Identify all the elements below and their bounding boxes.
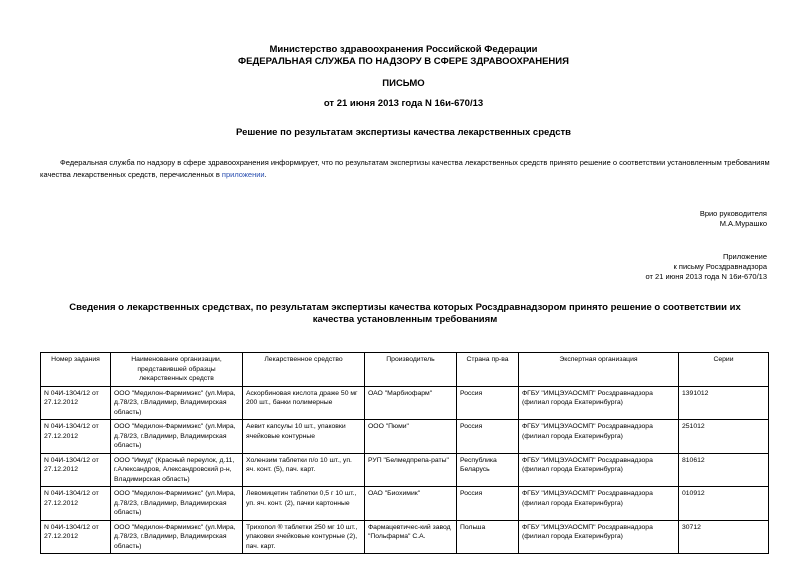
document-date-number: от 21 июня 2013 года N 16и-670/13 <box>323 98 484 109</box>
column-header: Производитель <box>365 353 457 387</box>
signature-position: Врио руководителя <box>699 209 767 218</box>
body-paragraph <box>40 157 770 181</box>
table-row <box>41 453 769 487</box>
body-text: Федеральная служба по надзору в сфере здравоохранения информирует, что по результатам экспертизы качества лекарственных средств принято решение о соответствии установленным требованиям качества лекарственных средств, перечисленных в <box>40 158 770 179</box>
table-row <box>41 420 769 454</box>
table-cell: ФГБУ "ИМЦЭУАОСМП" Росздравнадзора (филиал города Екатеринбурга) <box>519 453 679 487</box>
table-cell: ООО "Пюми" <box>365 420 457 454</box>
service-name: ФЕДЕРАЛЬНАЯ СЛУЖБА ПО НАДЗОРУ В СФЕРЕ ЗДРАВООХРАНЕНИЯ <box>238 56 569 67</box>
column-header: Номер задания <box>41 353 111 387</box>
table-cell: Польша <box>457 520 519 554</box>
table-cell: Россия <box>457 386 519 420</box>
table-cell: N 04И-1304/12 от 27.12.2012 <box>41 420 111 454</box>
document-subject: Решение по результатам экспертизы качества лекарственных средств <box>236 127 571 138</box>
table-cell: Фармацевтичес-кий завод "Польфарма" С.А. <box>365 520 457 554</box>
table-cell: ООО "Имуд" (Красный переулок, д.11, г.Александров, Александровский р-н, Владимирская область) <box>111 453 243 487</box>
table-cell: ОАО "Марбиофарм" <box>365 386 457 420</box>
table-cell: 30712 <box>679 520 769 554</box>
attachment-link[interactable]: приложении <box>221 170 265 179</box>
table-row <box>41 520 769 554</box>
table-cell: ООО "Медилон-Фармимэкс" (ул.Мира, д.78/23, г.Владимир, Владимирская область) <box>111 487 243 521</box>
table-cell: N 04И-1304/12 от 27.12.2012 <box>41 487 111 521</box>
table-cell: 010912 <box>679 487 769 521</box>
attachment-date-number: от 21 июня 2013 года N 16и-670/13 <box>645 272 767 281</box>
table-cell: N 04И-1304/12 от 27.12.2012 <box>41 453 111 487</box>
table-cell: N 04И-1304/12 от 27.12.2012 <box>41 520 111 554</box>
column-header: Экспертная организация <box>519 353 679 387</box>
column-header: Страна пр-ва <box>457 353 519 387</box>
table-cell: 251012 <box>679 420 769 454</box>
table-cell: ООО "Медилон-Фармимэкс" (ул.Мира, д.78/23, г.Владимир, Владимирская область) <box>111 520 243 554</box>
table-cell: Россия <box>457 420 519 454</box>
table-cell: Аскорбиновая кислота драже 50 мг 200 шт., банки полимерные <box>243 386 365 420</box>
table-cell: ФГБУ "ИМЦЭУАОСМП" Росздравнадзора (филиал города Екатеринбурга) <box>519 520 679 554</box>
column-header: Серии <box>679 353 769 387</box>
table-cell: РУП "Белмедпрепа-раты" <box>365 453 457 487</box>
table-cell: Левомицетин таблетки 0,5 г 10 шт., уп. яч. конт. (2), пачки картонные <box>243 487 365 521</box>
table-cell: ООО "Медилон-Фармимэкс" (ул.Мира, д.78/23, г.Владимир, Владимирская область) <box>111 386 243 420</box>
table-cell: Республика Беларусь <box>457 453 519 487</box>
table-row <box>41 487 769 521</box>
medicines-table <box>40 352 769 554</box>
table-cell: ФГБУ "ИМЦЭУАОСМП" Росздравнадзора (филиал города Екатеринбурга) <box>519 386 679 420</box>
body-text-end: . <box>264 170 267 179</box>
table-header-row <box>41 353 769 387</box>
table-cell: N 04И-1304/12 от 27.12.2012 <box>41 386 111 420</box>
table-cell: Холензим таблетки п/о 10 шт., уп. яч. конт. (5), пач. карт. <box>243 453 365 487</box>
table-row <box>41 386 769 420</box>
table-cell: Аевит капсулы 10 шт., упаковки ячейковые контурные <box>243 420 365 454</box>
table-cell: Россия <box>457 487 519 521</box>
table-cell: ФГБУ "ИМЦЭУАОСМП" Росздравнадзора (филиал города Екатеринбурга) <box>519 420 679 454</box>
table-title: Сведения о лекарственных средствах, по результатам экспертизы качества которых Росздравнадзором принято решение о соответствии их качества установленным требованиям <box>69 302 741 325</box>
column-header: Лекарственное средство <box>243 353 365 387</box>
table-cell: 810612 <box>679 453 769 487</box>
attachment-label: Приложение <box>723 252 767 261</box>
table-cell: Трихопол ® таблетки 250 мг 10 шт., упаковки ячейковые контурные (2), пач. карт. <box>243 520 365 554</box>
table-cell: ФГБУ "ИМЦЭУАОСМП" Росздравнадзора (филиал города Екатеринбурга) <box>519 487 679 521</box>
document-type: ПИСЬМО <box>382 78 425 89</box>
table-cell: ОАО "Биохимик" <box>365 487 457 521</box>
table-cell: 1391012 <box>679 386 769 420</box>
signature-name: М.А.Мурашко <box>719 219 767 228</box>
table-cell: ООО "Медилон-Фармимэкс" (ул.Мира, д.78/23, г.Владимир, Владимирская область) <box>111 420 243 454</box>
column-header: Наименование организации, представившей образцы лекарственных средств <box>111 353 243 387</box>
ministry-name: Министерство здравоохранения Российской Федерации <box>269 44 538 55</box>
attachment-letter-ref: к письму Росздравнадзора <box>673 262 767 271</box>
